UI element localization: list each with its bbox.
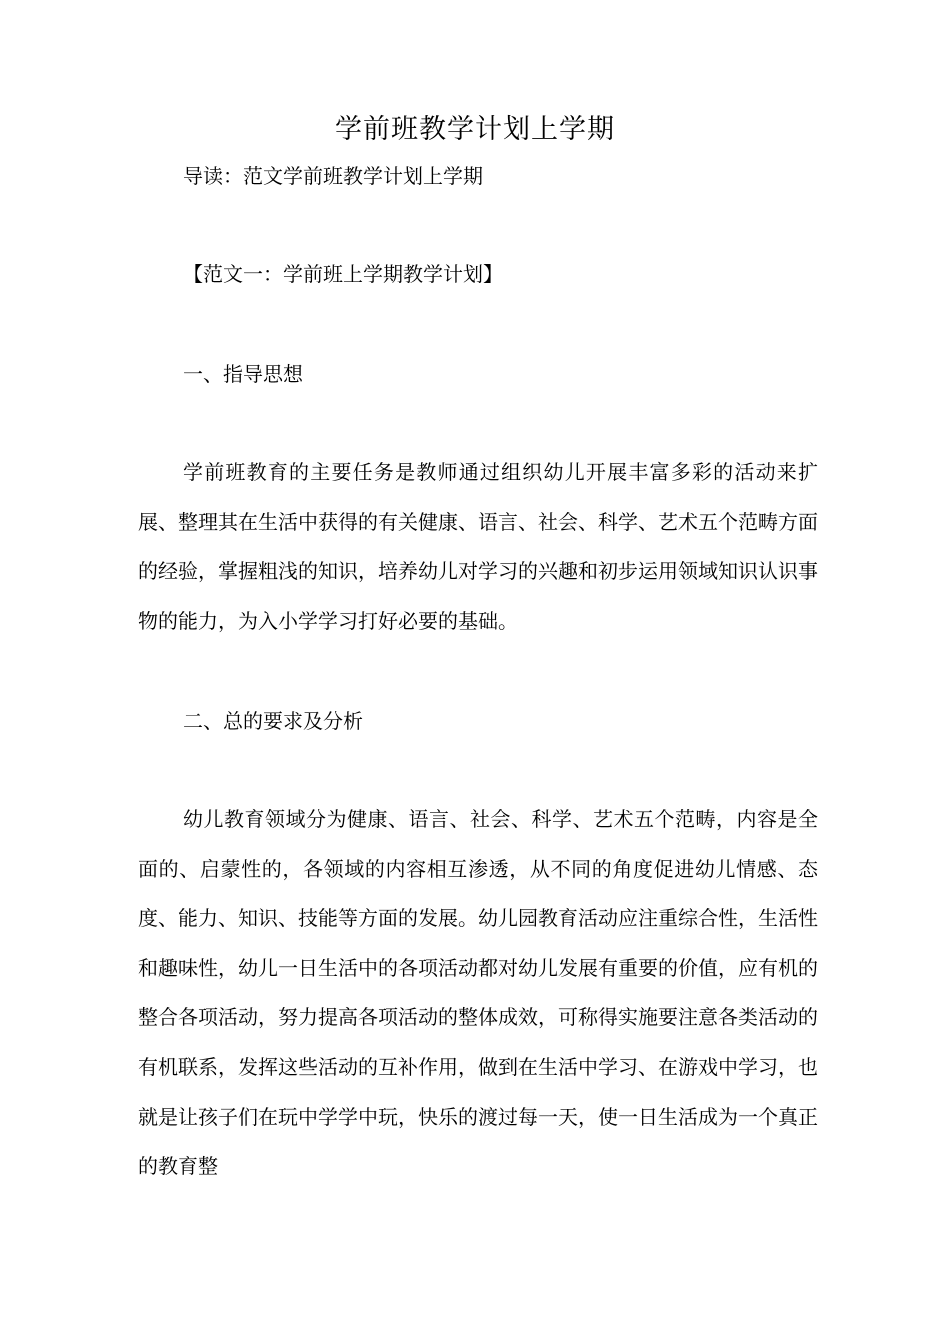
paragraph-guiding-thought: 学前班教育的主要任务是教师通过组织幼儿开展丰富多彩的活动来扩展、整理其在生活中获得的有关健康、语言、社会、科学、艺术五个范畴方面的经验，掌握粗浅的知识，培养幼儿对学习的兴趣和初步运用领域知识认识事物的能力，为入小学学习打好必要的基础。: [138, 460, 818, 633]
section-title: 【范文一：学前班上学期教学计划】: [183, 262, 503, 286]
intro-line: 导读：范文学前班教学计划上学期: [183, 164, 483, 188]
document-title: 学前班教学计划上学期: [335, 114, 615, 145]
heading-requirements: 二、总的要求及分析: [183, 709, 363, 733]
heading-guiding-thought: 一、指导思想: [183, 362, 303, 386]
paragraph-requirements: 幼儿教育领域分为健康、语言、社会、科学、艺术五个范畴，内容是全面的、启蒙性的，各领域的内容相互渗透，从不同的角度促进幼儿情感、态度、能力、知识、技能等方面的发展。幼儿园教育活动应注重综合性，生活性和趣味性，幼儿一日生活中的各项活动都对幼儿发展有重要的价值，应有机的整合各项活动，努力提高各项活动的整体成效，可称得实施要注意各类活动的有机联系，发挥这些活动的互补作用，做到在生活中学习、在游戏中学习，也就是让孩子们在玩中学学中玩，快乐的渡过每一天，使一日生活成为一个真正的教育整: [138, 807, 818, 1179]
